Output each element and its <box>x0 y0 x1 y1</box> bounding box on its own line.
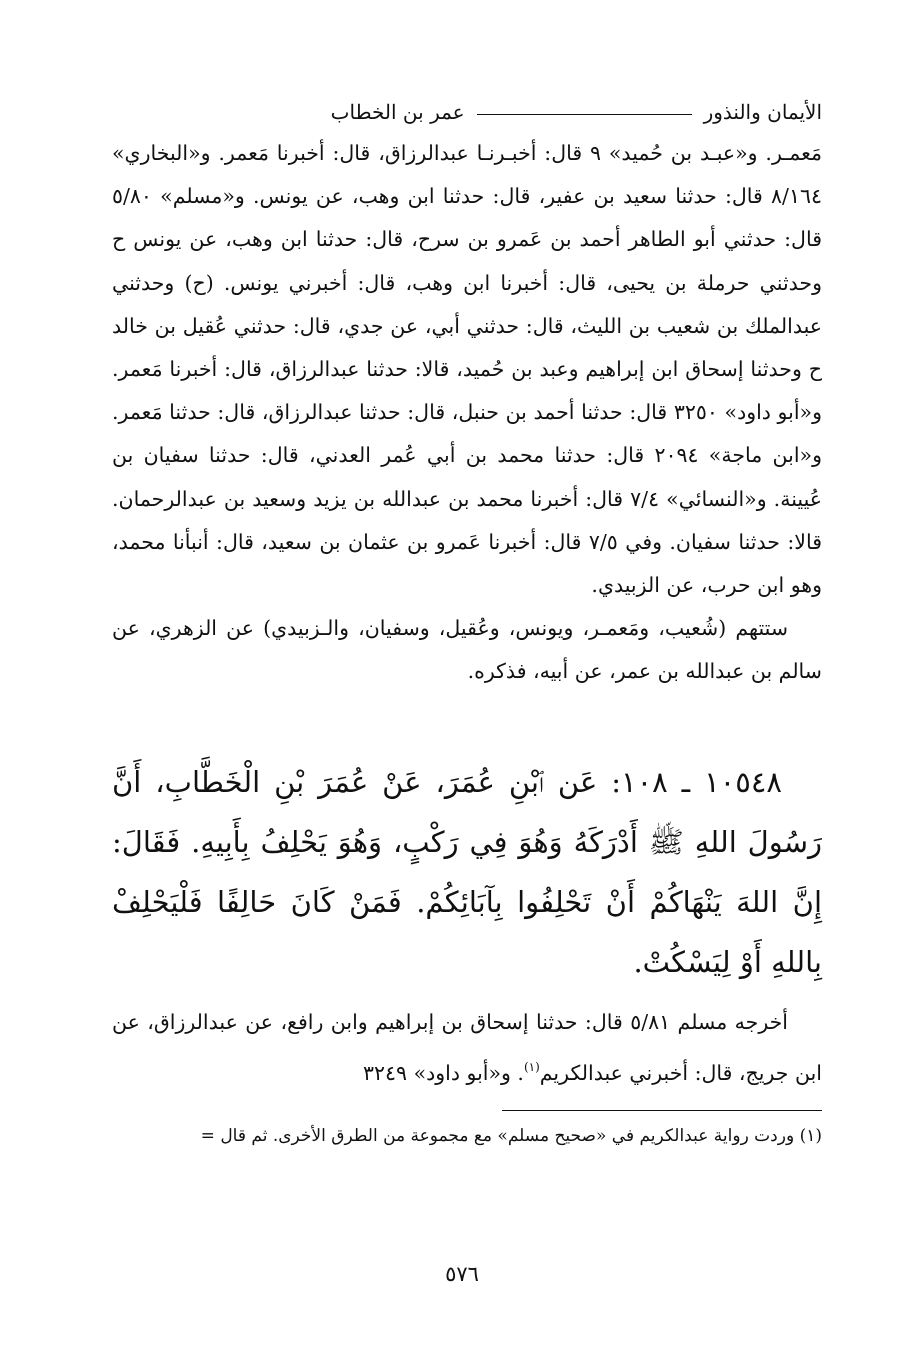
header-rule <box>477 114 692 115</box>
takhrij-paragraph <box>112 1000 822 1096</box>
header-chapter-title: الأيمان والنذور <box>703 100 822 124</box>
hadith-block <box>112 752 822 992</box>
paragraph-sources: مَعمـر. و«عبـد بن حُميد» ٩ قال: أخبـرنـا عبدالرزاق، قال: أخبرنا مَعمر. و«البخاري» ٨/١٦٤ قال: حدثنا سعيد بن عفير، قال: حدثنا ابن وهب، عن يونس. و«مسلم» ٥/٨٠ قال: حدثني أبو الطاهر أحمد بن عَمرو بن سرح، قال: حدثنا ابن وهب، عن يونس ح وحدثني حرملة بن يحيى، قال: أخبرنا ابن وهب، قال: أخبرني يونس. (ح) وحدثني عبدالملك بن شعيب بن الليث، قال: حدثني أبي، عن جدي، قال: حدثني عُقيل بن خالد ح وحدثنا إسحاق ابن إبراهيم وعبد بن حُميد، قالا: حدثنا عبدالرزاق، قال: أخبرنا مَعمر. و«أبو داود» ٣٢٥٠ قال: حدثنا أحمد بن حنبل، قال: حدثنا عبدالرزاق، قال: حدثنا مَعمر. و«ابن ماجة» ٢٠٩٤ قال: حدثنا محمد بن أبي عُمر العدني، قال: حدثنا سفيان بن عُيينة. و«النسائي» ٧/٤ قال: أخبرنا محمد بن عبدالله بن يزيد وسعيد بن عبدالرحمان. قالا: حدثنا سفيان. وفي ٧/٥ قال: أخبرنا عَمرو بن عثمان بن سعيد، قال: أنبأنا محمد، وهو ابن حرب، عن الزبيدي. <box>112 141 822 598</box>
takhrij-continuation <box>112 132 822 694</box>
hadith-text: ١٠٥٤٨ ـ ١٠٨: عَن ٱبْنِ عُمَرَ، عَنْ عُمَرَ بْنِ الْخَطَّابِ، أَنَّ رَسُولَ اللهِ ﷺ أَدْرَكَهُ وَهُوَ فِي رَكْبٍ، وَهُوَ يَحْلِفُ بِأَبِيهِ. فَقَالَ: إِنَّ اللهَ يَنْهَاكُمْ أَنْ تَحْلِفُوا بِآبَائِكُمْ. فَمَنْ كَانَ حَالِفًا فَلْيَحْلِفْ بِاللهِ أَوْ لِيَسْكُتْ. <box>112 764 822 979</box>
takhrij-text: أخرجه مسلم ٥/٨١ قال: حدثنا إسحاق بن إبراهيم وابن رافع، عن عبدالرزاق، عن ابن جريج، قال: أخبرني عبدالكريم <box>112 1009 822 1085</box>
header-section-title: عمر بن الخطاب <box>330 100 465 124</box>
running-header <box>112 92 822 132</box>
paragraph-summary: ستتهم (شُعيب، ومَعمـر، ويونس، وعُقيل، وسفيان، والـزبيدي) عن الزهري، عن سالم بن عبدالله بن عمر، عن أبيه، فذكره. <box>112 616 822 684</box>
page <box>112 92 822 1151</box>
page-number: ٥٧٦ <box>445 1262 479 1286</box>
footnote: (١) وردت رواية عبدالكريم في «صحيح مسلم» مع مجموعة من الطرق الأخرى. ثم قال = <box>200 1125 822 1146</box>
footnote-rule <box>502 1110 822 1111</box>
takhrij-text-continued: . و«أبو داود» ٣٢٤٩ <box>363 1060 524 1085</box>
footnote-reference[interactable]: (١) <box>523 1059 540 1074</box>
takhrij-block <box>112 1000 822 1096</box>
